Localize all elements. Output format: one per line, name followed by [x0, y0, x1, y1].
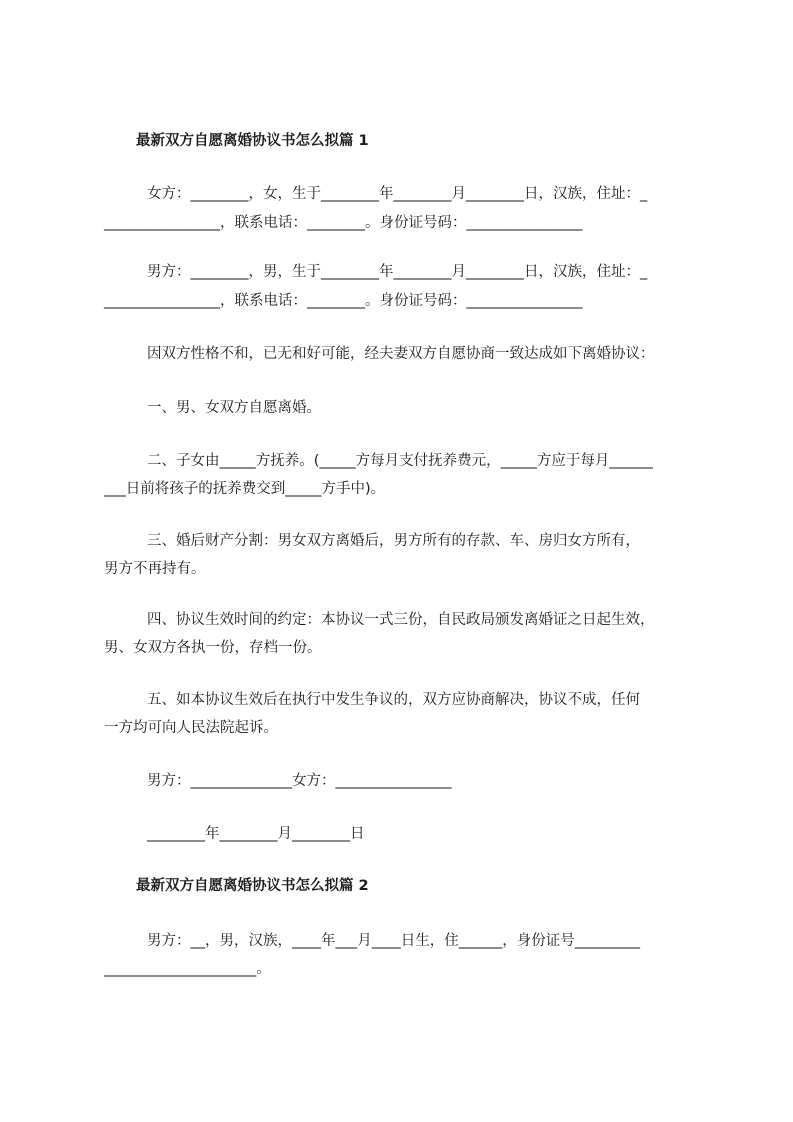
clause-2-line2: ___日前将孩子的抚养费交到_____方手中)。 [104, 481, 386, 497]
clause-2-line1: 二、子女由_____方抚养。(_____方每月支付抚养费元，_____方应于每月______ [147, 453, 653, 469]
clause-3-line1: 三、婚后财产分割：男女双方离婚后，男方所有的存款、车、房归女方所有， [147, 533, 640, 549]
section2-heading: 最新双方自愿离婚协议书怎么拟篇 2 [136, 878, 369, 894]
intro-paragraph: 因双方性格不和，已无和好可能，经夫妻双方自愿协商一致达成如下离婚协议： [147, 346, 655, 362]
signature-line: 男方：______________女方：________________ [147, 773, 452, 789]
clause-1: 一、男、女双方自愿离婚。 [147, 400, 321, 416]
date-line: ________年________月________日 [147, 826, 365, 842]
clause-5-line1: 五、如本协议生效后在执行中发生争议的，双方应协商解决，协议不成，任何 [147, 692, 640, 708]
woman-info-line1: 女方：________，女，生于________年________月________日，汉族，住址：_ [147, 186, 648, 202]
section2-man-line2: _____________________。 [104, 961, 271, 977]
section2-man-line1: 男方：__，男，汉族，____年___月____日生，住______，身份证号_________ [147, 933, 640, 949]
clause-4-line2: 男、女双方各执一份，存档一份。 [104, 640, 322, 656]
clause-5-line2: 一方均可向人民法院起诉。 [104, 720, 278, 736]
woman-info-line2: ________________，联系电话：________。身份证号码：________________ [104, 215, 583, 231]
clause-4-line1: 四、协议生效时间的约定：本协议一式三份，自民政局颁发离婚证之日起生效， [147, 612, 655, 628]
section1-heading: 最新双方自愿离婚协议书怎么拟篇 1 [136, 133, 369, 149]
man-info-line2: ________________，联系电话：________。身份证号码：________________ [104, 293, 583, 309]
man-info-line1: 男方：________，男，生于________年________月________日，汉族，住址：_ [147, 264, 648, 280]
clause-3-line2: 男方不再持有。 [104, 561, 206, 577]
